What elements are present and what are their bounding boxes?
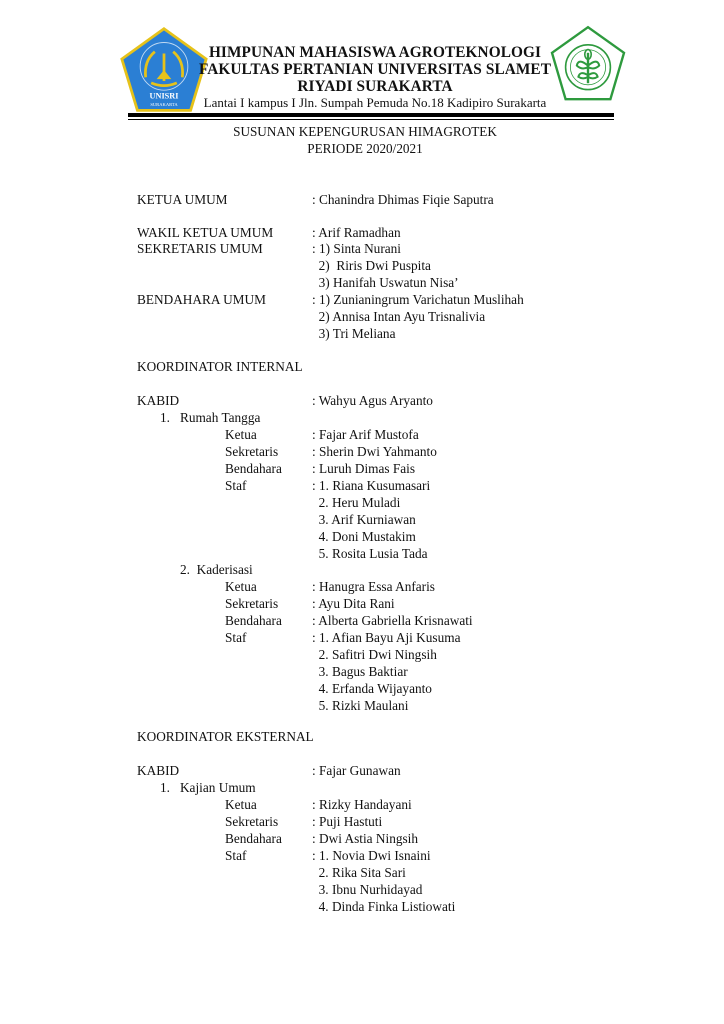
staf-item: 5. Rizki Maulani	[312, 698, 409, 713]
division-title: 1. Rumah Tangga	[160, 410, 261, 425]
bendahara-umum-label: BENDAHARA UMUM	[137, 292, 266, 307]
role-label: Sekretaris	[225, 814, 279, 829]
sekretaris-umum-item: 2) Riris Dwi Puspita	[312, 258, 431, 273]
role-value: : Puji Hastuti	[312, 814, 383, 829]
role-label: Sekretaris	[225, 596, 279, 611]
staf-item: 2. Rika Sita Sari	[312, 865, 406, 880]
staf-item: 3. Bagus Baktiar	[312, 664, 408, 679]
staf-item: 4. Doni Mustakim	[312, 529, 416, 544]
bendahara-umum-item: 3) Tri Meliana	[312, 326, 396, 341]
role-value: : Rizky Handayani	[312, 797, 412, 812]
staf-item: 2. Safitri Dwi Ningsih	[312, 647, 437, 662]
wakil-ketua-value: : Arif Ramadhan	[312, 225, 401, 240]
role-value: : Hanugra Essa Anfaris	[312, 579, 435, 594]
role-label: Sekretaris	[225, 444, 279, 459]
ketua-umum-value: : Chanindra Dhimas Fiqie Saputra	[312, 192, 494, 207]
staf-item: 3. Ibnu Nurhidayad	[312, 882, 423, 897]
role-value: : Alberta Gabriella Krisnawati	[312, 613, 473, 628]
document-period: PERIODE 2020/2021	[307, 141, 423, 156]
staf-item: 4. Dinda Finka Listiowati	[312, 899, 456, 914]
header-line-2: FAKULTAS PERTANIAN UNIVERSITAS SLAMET	[198, 61, 552, 78]
role-value: : Ayu Dita Rani	[312, 596, 395, 611]
header-divider-thin	[128, 119, 614, 120]
internal-heading: KOORDINATOR INTERNAL	[137, 359, 303, 374]
header-line-1: HIMPUNAN MAHASISWA AGROTEKNOLOGI	[208, 44, 542, 61]
role-label: Staf	[225, 630, 247, 645]
header-divider-thick	[128, 113, 614, 117]
bendahara-umum-item: 2) Annisa Intan Ayu Trisnalivia	[312, 309, 486, 324]
svg-text:SURAKARTA: SURAKARTA	[150, 101, 178, 107]
staf-item: : 1. Afian Bayu Aji Kusuma	[312, 630, 461, 645]
external-kabid-label: KABID	[137, 763, 180, 778]
role-label: Bendahara	[225, 831, 282, 846]
staf-item: 3. Arif Kurniawan	[312, 512, 416, 527]
himagrotek-plant-logo-icon	[548, 22, 628, 106]
header-address: Lantai I kampus I Jln. Sumpah Pemuda No.18 Kadipiro Surakarta	[203, 95, 547, 110]
document-title: SUSUNAN KEPENGURUSAN HIMAGROTEK	[233, 124, 497, 139]
sekretaris-umum-label: SEKRETARIS UMUM	[137, 241, 263, 256]
staf-item: : 1. Novia Dwi Isnaini	[312, 848, 431, 863]
role-label: Ketua	[225, 579, 257, 594]
division-title: 1. Kajian Umum	[160, 780, 256, 795]
bendahara-umum-item: : 1) Zunianingrum Varichatun Muslihah	[312, 292, 524, 307]
header-line-3: RIYADI SURAKARTA	[297, 78, 453, 95]
role-label: Staf	[225, 478, 247, 493]
internal-kabid-label: KABID	[137, 393, 180, 408]
wakil-ketua-label: WAKIL KETUA UMUM	[137, 225, 274, 240]
role-value: : Fajar Arif Mustofa	[312, 427, 419, 442]
external-heading: KOORDINATOR EKSTERNAL	[137, 729, 314, 744]
role-label: Bendahara	[225, 461, 282, 476]
role-label: Ketua	[225, 427, 257, 442]
staf-item: : 1. Riana Kusumasari	[312, 478, 431, 493]
staf-item: 4. Erfanda Wijayanto	[312, 681, 432, 696]
role-value: : Dwi Astia Ningsih	[312, 831, 419, 846]
role-label: Bendahara	[225, 613, 282, 628]
sekretaris-umum-item: : 1) Sinta Nurani	[312, 241, 402, 256]
staf-item: 5. Rosita Lusia Tada	[312, 546, 428, 561]
staf-item: 2. Heru Muladi	[312, 495, 401, 510]
role-label: Staf	[225, 848, 247, 863]
sekretaris-umum-item: 3) Hanifah Uswatun Nisa’	[312, 275, 459, 290]
ketua-umum-label: KETUA UMUM	[137, 192, 228, 207]
role-value: : Luruh Dimas Fais	[312, 461, 416, 476]
role-value: : Sherin Dwi Yahmanto	[312, 444, 437, 459]
role-label: Ketua	[225, 797, 257, 812]
svg-text:UNISRI: UNISRI	[149, 91, 179, 101]
division-title: 2. Kaderisasi	[180, 562, 253, 577]
internal-kabid-value: : Wahyu Agus Aryanto	[312, 393, 433, 408]
external-kabid-value: : Fajar Gunawan	[312, 763, 401, 778]
